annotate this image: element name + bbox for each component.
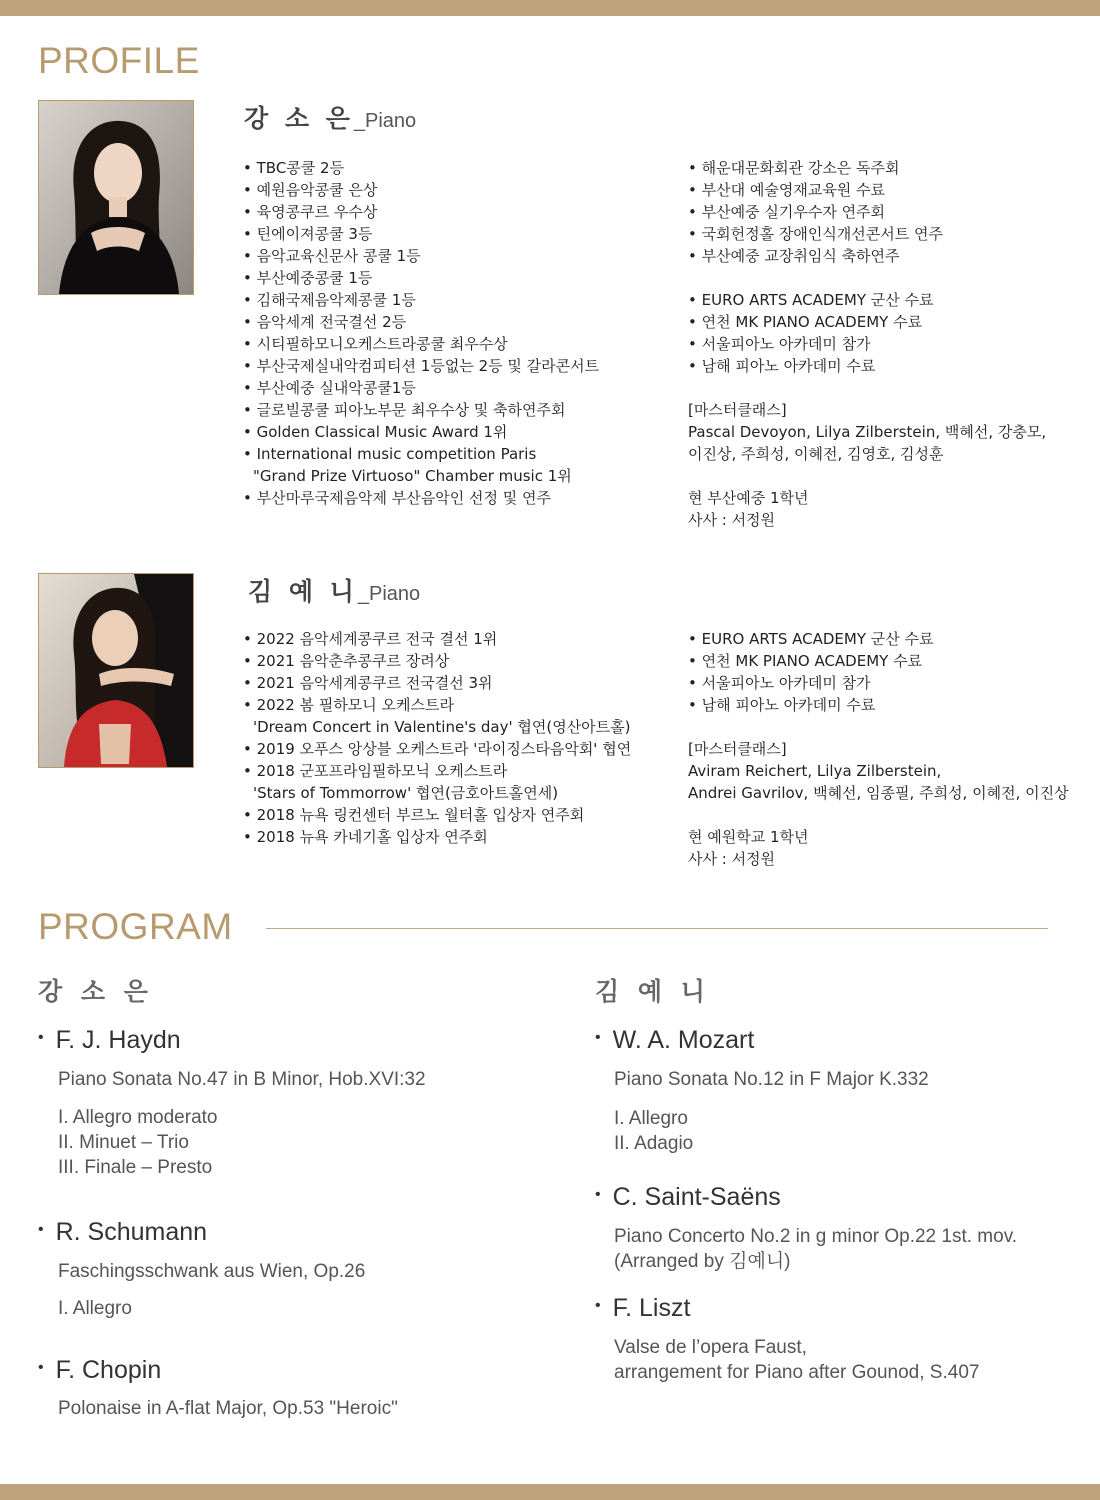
piece-movements	[614, 1106, 693, 1156]
award-item: • 2022 봄 필하모니 오케스트라 'Dream Concert in Valentine's day' 협연(영산아트홀)	[243, 694, 673, 738]
piece-movements	[58, 1296, 132, 1321]
movement-item: I. Allegro	[58, 1298, 132, 1319]
academy-item: • 연천 MK PIANO ACADEMY 수료	[688, 650, 1088, 672]
top-accent-bar	[0, 0, 1100, 16]
program-left-performer: 강 소 은	[38, 977, 153, 1006]
movement-item: I. Allegro moderato	[58, 1107, 218, 1128]
award-item: • 2021 음악세계콩쿠르 전국결선 3위	[243, 672, 673, 694]
piece-work: Faschingsschwank aus Wien, Op.26	[58, 1261, 366, 1282]
award-item: • Golden Classical Music Award 1위	[243, 421, 663, 443]
performer-2-name	[248, 572, 420, 608]
activity-item: • 부산예중 실기우수자 연주회	[688, 201, 1088, 223]
performer-2-korean-name: 김 예 니	[248, 577, 358, 606]
program-heading: PROGRAM	[38, 906, 233, 947]
performer-1-korean-name: 강 소 은	[244, 104, 354, 133]
performer-2-masterclass-label: [마스터클래스]	[688, 740, 787, 758]
piece-composer: • W. A. Mozart	[595, 1026, 754, 1055]
performer-1-activities-list	[688, 157, 1088, 267]
award-item: • 2018 뉴욕 링컨센터 부르노 월터홀 입상자 연주회	[243, 804, 673, 826]
activity-item: • 국회헌정홀 장애인식개선콘서트 연주	[688, 223, 1088, 245]
bottom-accent-bar	[0, 1484, 1100, 1500]
award-item: • 음악교육신문사 콩쿨 1등	[243, 245, 663, 267]
movement-item: III. Finale – Presto	[58, 1157, 213, 1178]
piece-composer: • C. Saint-Saëns	[595, 1183, 781, 1212]
academy-item: • 서울피아노 아카데미 참가	[688, 333, 1088, 355]
performer-2-masterclass: Aviram Reichert, Lilya Zilberstein, Andrei Gavrilov, 백혜선, 임종필, 주희성, 이혜전, 이진상	[688, 762, 1069, 802]
program-right-performer: 김 예 니	[595, 977, 710, 1006]
movement-item: II. Adagio	[614, 1133, 694, 1154]
piece-composer: • F. J. Haydn	[38, 1026, 181, 1055]
piece-composer: • R. Schumann	[38, 1218, 207, 1247]
piece-work: Valse de l’opera Faust, arrangement for Piano after Gounod, S.407	[614, 1337, 980, 1383]
movement-item: II. Minuet – Trio	[58, 1132, 189, 1153]
performer-1-awards-list	[243, 157, 663, 509]
academy-item: • 남해 피아노 아카데미 수료	[688, 355, 1088, 377]
piece-composer: • F. Liszt	[595, 1294, 690, 1323]
academy-item: • EURO ARTS ACADEMY 군산 수료	[688, 628, 1088, 650]
performer-2-awards-list	[243, 628, 673, 848]
piece-work: Piano Sonata No.47 in B Minor, Hob.XVI:32	[58, 1069, 426, 1090]
academy-item: • 남해 피아노 아카데미 수료	[688, 694, 1088, 716]
award-item: • 2018 군포프라임필하모닉 오케스트라 'Stars of Tommorrow' 협연(금호아트홀연세)	[243, 760, 673, 804]
performer-1-instrument: _Piano	[353, 110, 417, 132]
award-item: • 2022 음악세계콩쿠르 전국 결선 1위	[243, 628, 673, 650]
award-item: • 2019 오푸스 앙상블 오케스트라 '라이징스타음악회' 협연	[243, 738, 673, 760]
award-item: • 부산국제실내악컴피티션 1등없는 2등 및 갈라콘서트	[243, 355, 663, 377]
award-item: • 음악세계 전국결선 2등	[243, 311, 663, 333]
performer-2-instrument: _Piano	[357, 583, 421, 605]
activity-item: • 부산예중 교장취임식 축하연주	[688, 245, 1088, 267]
performer-2-teacher: 사사 : 서정원	[688, 850, 776, 868]
performer-1-school: 현 부산예중 1학년	[688, 489, 809, 507]
piece-work: Polonaise in A-flat Major, Op.53 "Heroic"	[58, 1398, 398, 1419]
award-item: • 글로빌콩쿨 피아노부문 최우수상 및 축하연주회	[243, 399, 663, 421]
award-item: • 부산예중 실내악콩쿨1등	[243, 377, 663, 399]
award-item: • 부산마루국제음악제 부산음악인 선정 및 연주	[243, 487, 663, 509]
academy-item: • 연천 MK PIANO ACADEMY 수료	[688, 311, 1088, 333]
award-item: • 예원음악콩쿨 은상	[243, 179, 663, 201]
award-item: • 2021 음악춘추콩쿠르 장려상	[243, 650, 673, 672]
academy-item: • 서울피아노 아카데미 참가	[688, 672, 1088, 694]
performer-1-name	[244, 99, 416, 135]
program-divider	[266, 928, 1048, 929]
award-item: • 부산예중콩쿨 1등	[243, 267, 663, 289]
performer-2-photo	[38, 573, 194, 768]
performer-1-masterclass: Pascal Devoyon, Lilya Zilberstein, 백혜선, 강충모, 이진상, 주희성, 이혜전, 김영호, 김성훈	[688, 423, 1047, 463]
performer-1-photo	[38, 100, 194, 295]
piece-work: Piano Concerto No.2 in g minor Op.22 1st. mov. (Arranged by 김예니)	[614, 1226, 1018, 1272]
performer-1-masterclass-label: [마스터클래스]	[688, 401, 787, 419]
performer-2-school: 현 예원학교 1학년	[688, 828, 809, 846]
profile-heading: PROFILE	[38, 40, 200, 81]
piece-work: Piano Sonata No.12 in F Major K.332	[614, 1069, 929, 1090]
academy-item: • EURO ARTS ACADEMY 군산 수료	[688, 289, 1088, 311]
award-item: • TBC콩쿨 2등	[243, 157, 663, 179]
award-item: • 김해국제음악제콩쿨 1등	[243, 289, 663, 311]
performer-1-academies-list	[688, 289, 1088, 377]
piece-movements	[58, 1105, 217, 1180]
performer-1-teacher: 사사 : 서정원	[688, 511, 776, 529]
activity-item: • 해운대문화회관 강소은 독주회	[688, 157, 1088, 179]
award-item: • International music competition Paris "Grand Prize Virtuoso" Chamber music 1위	[243, 443, 663, 487]
award-item: • 시티필하모니오케스트라콩쿨 최우수상	[243, 333, 663, 355]
movement-item: I. Allegro	[614, 1108, 688, 1129]
piece-composer: • F. Chopin	[38, 1356, 161, 1385]
performer-2-academies-list	[688, 628, 1088, 716]
award-item: • 틴에이져콩쿨 3등	[243, 223, 663, 245]
award-item: • 2018 뉴욕 카네기홀 입상자 연주회	[243, 826, 673, 848]
award-item: • 육영콩쿠르 우수상	[243, 201, 663, 223]
activity-item: • 부산대 예술영재교육원 수료	[688, 179, 1088, 201]
